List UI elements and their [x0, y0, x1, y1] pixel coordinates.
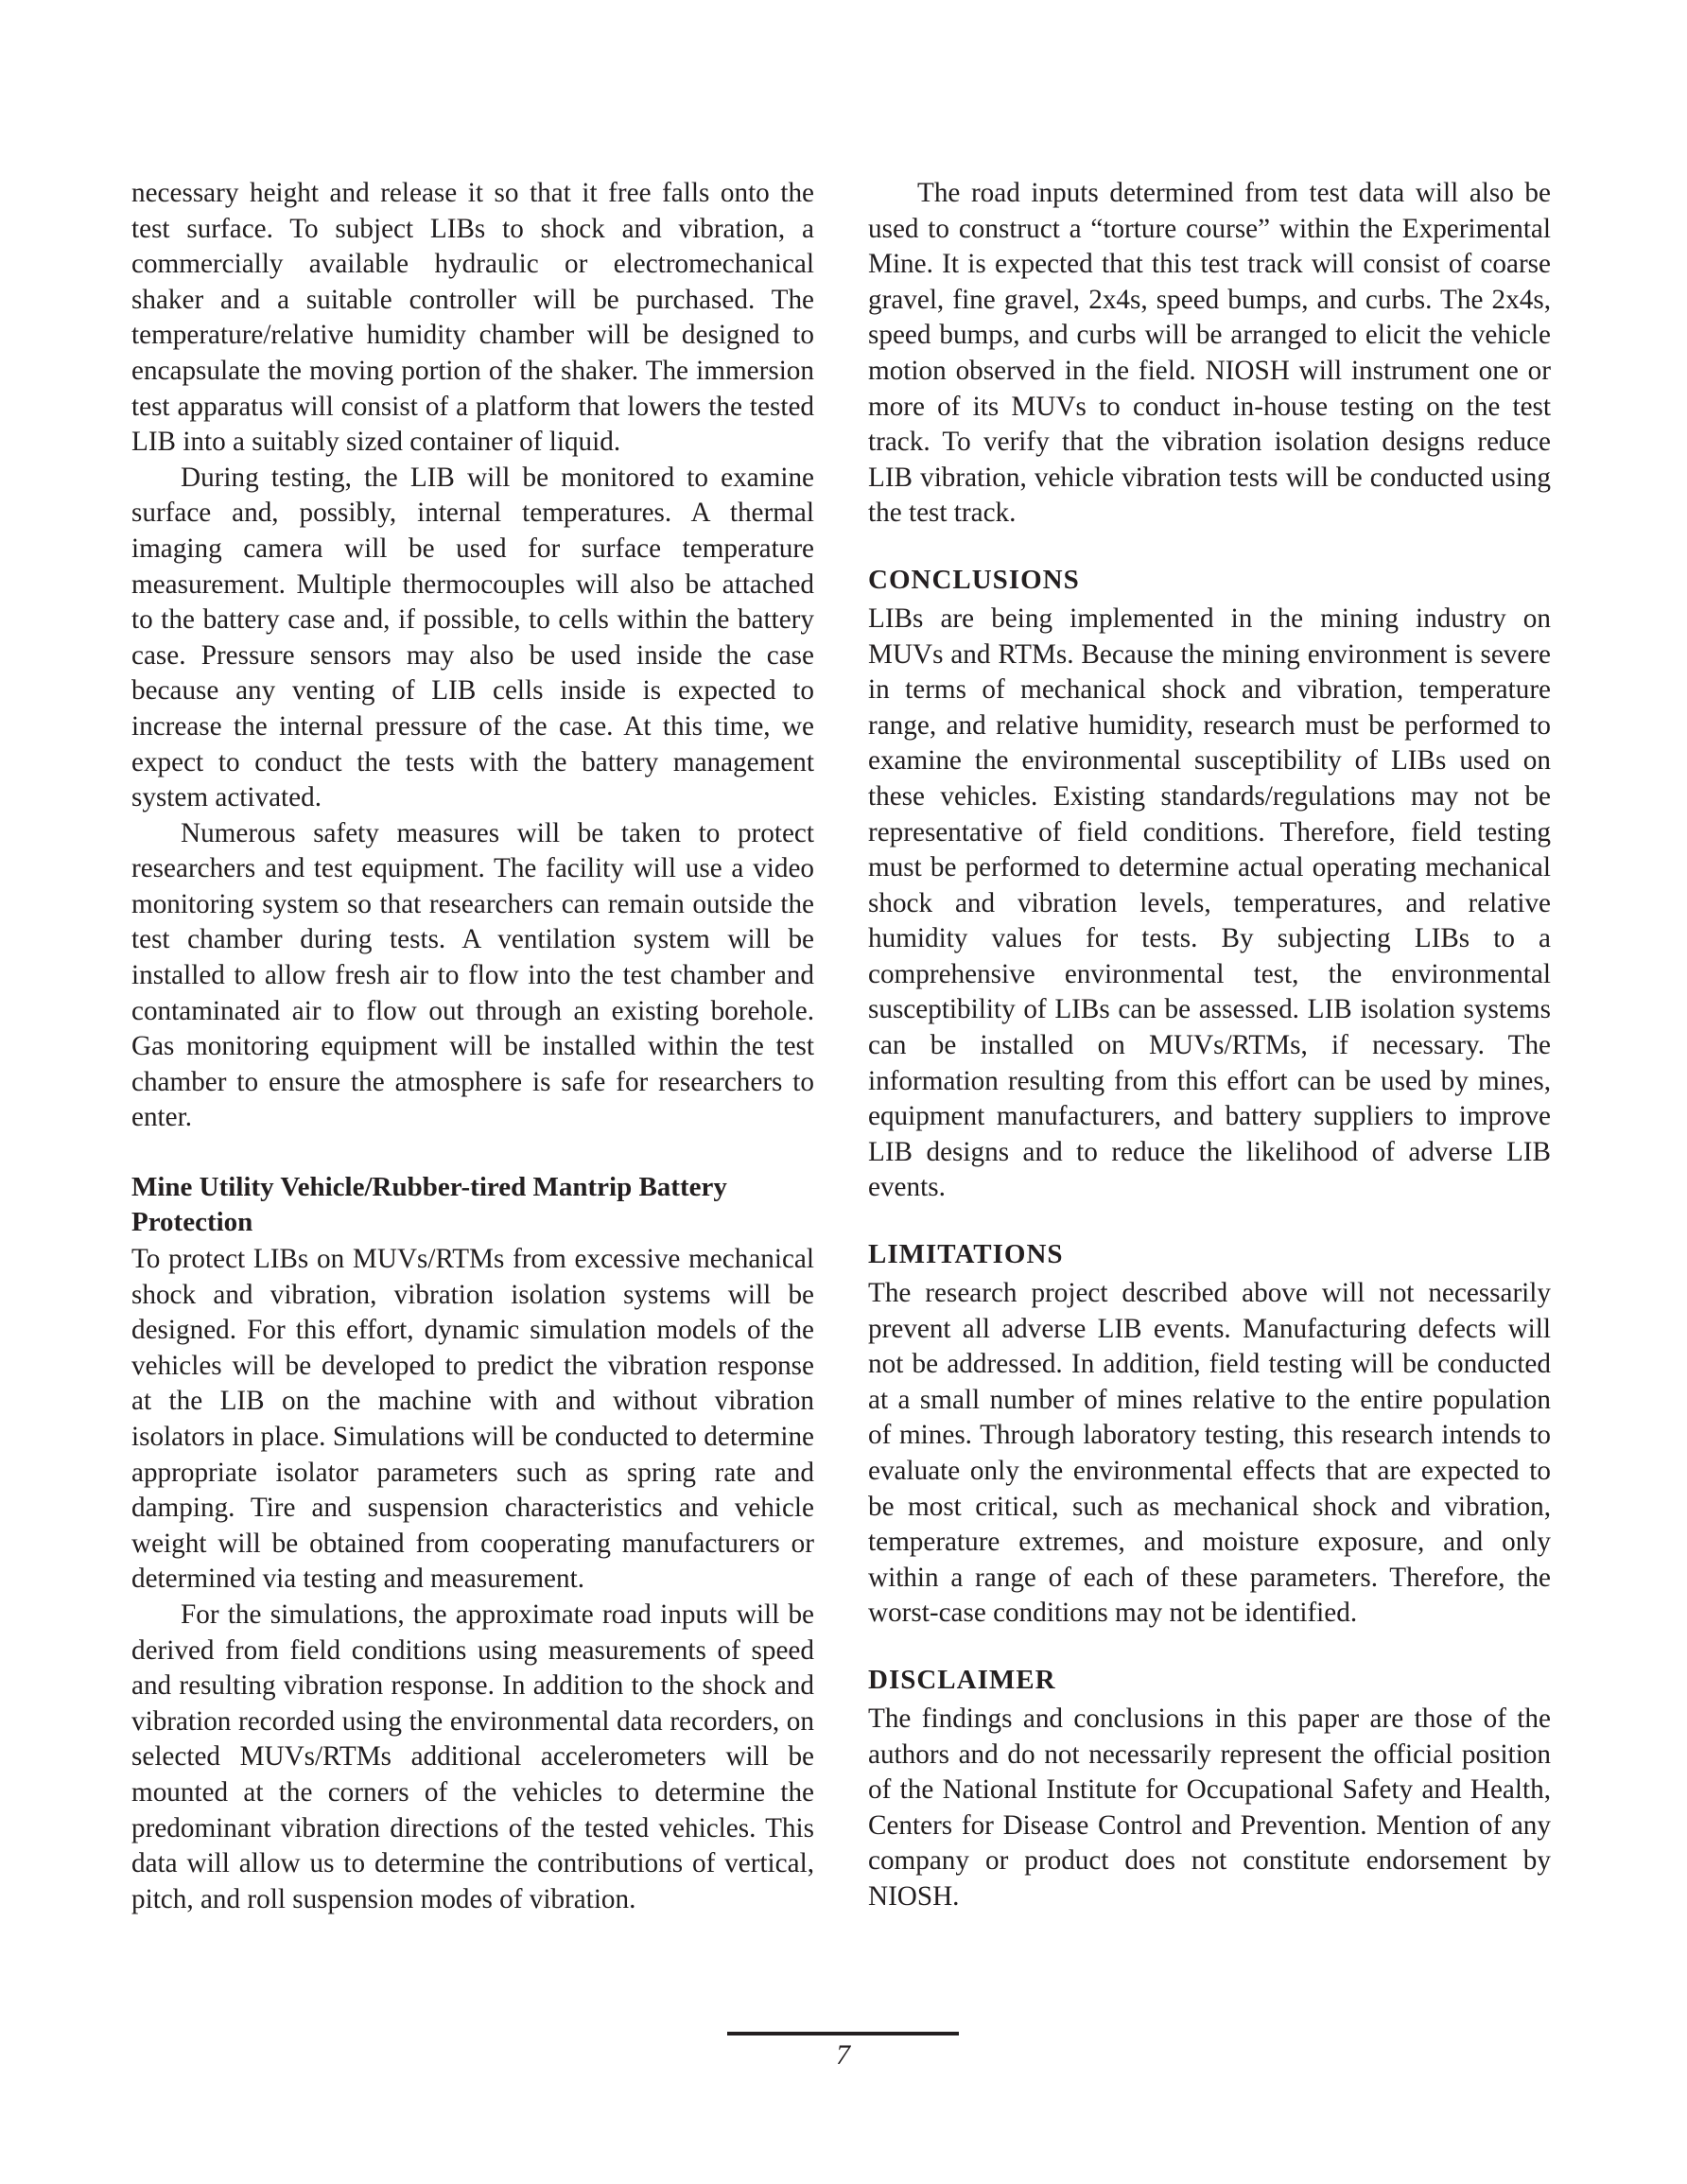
conclusions-paragraph: LIBs are being implemented in the mining industry on MUVs and RTMs. Because the mining environment is severe in terms of mechanical shock and vibration, temperature range, and relative humidity, research must be performed to examine the environmental susceptibility of LIBs used on these vehicles. Existing standards/regulations may not be representative of field conditions. Therefore, field testing must be performed to determine actual operating mechanical shock and vibration levels, temperatures, and relative humidity values for tests. By subjecting LIBs to a comprehensive environmental test, the environmental susceptibility of LIBs can be assessed. LIB isolation systems can be installed on MUVs/RTMs, if necessary. The information resulting from this effort can be used by mines, equipment manufacturers, and battery suppliers to improve LIB designs and to reduce the likelihood of adverse LIB events.	[868, 603, 1551, 1203]
paragraph: necessary height and release it so that it free falls onto the test surface. To subject LIBs to shock and vibration, a commercially available hydraulic or electromechanical shaker and a suitable controller will be purchased. The temperature/relative humidity chamber will be designed to encapsulate the moving portion of the shaker. The immersion test apparatus will consist of a platform that lowers the tested LIB into a suitably sized container of liquid.	[131, 178, 814, 458]
conclusions-heading: CONCLUSIONS	[868, 564, 1080, 595]
paragraph: For the simulations, the approximate road inputs will be derived from field conditions using measurements of speed and resulting vibration response. In addition to the shock and vibration recorded using the environmental data recorders, on selected MUVs/RTMs additional accelerometers will be mounted at the corners of the vehicles to determine the predominant vibration directions of the tested vehicles. This data will allow us to determine the contributions of vertical, pitch, and roll suspension modes of vibration.	[131, 1599, 814, 1914]
paragraph: Numerous safety measures will be taken to protect researchers and test equipment. The facility will use a video monitoring system so that researchers can remain outside the test chamber during tests. A ventilation system will be installed to allow fresh air to flow into the test chamber and contaminated air to flow out through an existing borehole. Gas monitoring equipment will be installed within the test chamber to ensure the atmosphere is safe for researchers to enter.	[131, 817, 814, 1133]
limitations-heading: LIMITATIONS	[868, 1239, 1064, 1270]
left-column	[131, 176, 814, 1917]
disclaimer-paragraph: The findings and conclusions in this paper are those of the authors and do not necessarily represent the official position of the National Institute for Occupational Safety and Health, Centers for Disease Control and Prevention. Mention of any company or product does not constitute endorsement by NIOSH.	[868, 1703, 1551, 1912]
page-number: 7	[836, 2039, 850, 2070]
limitations-paragraph: The research project described above will not necessarily prevent all adverse LIB events. Manufacturing defects will not be addressed. In addition, field testing will be conducted at a small number of mines relative to the entire population of mines. Through laboratory testing, this research intends to evaluate only the environmental effects that are expected to be most critical, such as mechanical shock and vibration, temperature extremes, and moisture exposure, and only within a range of each of these parameters. Therefore, the worst-case conditions may not be identified.	[868, 1278, 1551, 1629]
subsection-heading: Mine Utility Vehicle/Rubber-tired Mantrip Battery Protection	[131, 1172, 727, 1238]
paragraph: During testing, the LIB will be monitored to examine surface and, possibly, internal temperatures. A thermal imaging camera will be used for surface temperature measurement. Multiple thermocouples will also be attached to the battery case and, if possible, to cells within the battery case. Pressure sensors may also be used inside the case because any venting of LIB cells inside is expected to increase the internal pressure of the case. At this time, we expect to conduct the tests with the battery management system activated.	[131, 462, 814, 813]
right-column	[868, 176, 1551, 1915]
footer-rule	[727, 2032, 959, 2035]
paragraph: To protect LIBs on MUVs/RTMs from excessive mechanical shock and vibration, vibration isolation systems will be designed. For this effort, dynamic simulation models of the vehicles will be developed to predict the vibration response at the LIB on the machine with and without vibration isolators in place. Simulations will be conducted to determine appropriate isolator parameters such as spring rate and damping. Tire and suspension characteristics and vehicle weight will be obtained from cooperating manufacturers or determined via testing and measurement.	[131, 1244, 814, 1595]
paragraph: The road inputs determined from test data will also be used to construct a “torture course” within the Experimental Mine. It is expected that this test track will consist of coarse gravel, fine gravel, 2x4s, speed bumps, and curbs. The 2x4s, speed bumps, and curbs will be arranged to elicit the vehicle motion observed in the field. NIOSH will instrument one or more of its MUVs to conduct in-house testing on the test track. To verify that the vibration isolation designs reduce LIB vibration, vehicle vibration tests will be conducted using the test track.	[868, 178, 1551, 529]
disclaimer-heading: DISCLAIMER	[868, 1664, 1056, 1695]
